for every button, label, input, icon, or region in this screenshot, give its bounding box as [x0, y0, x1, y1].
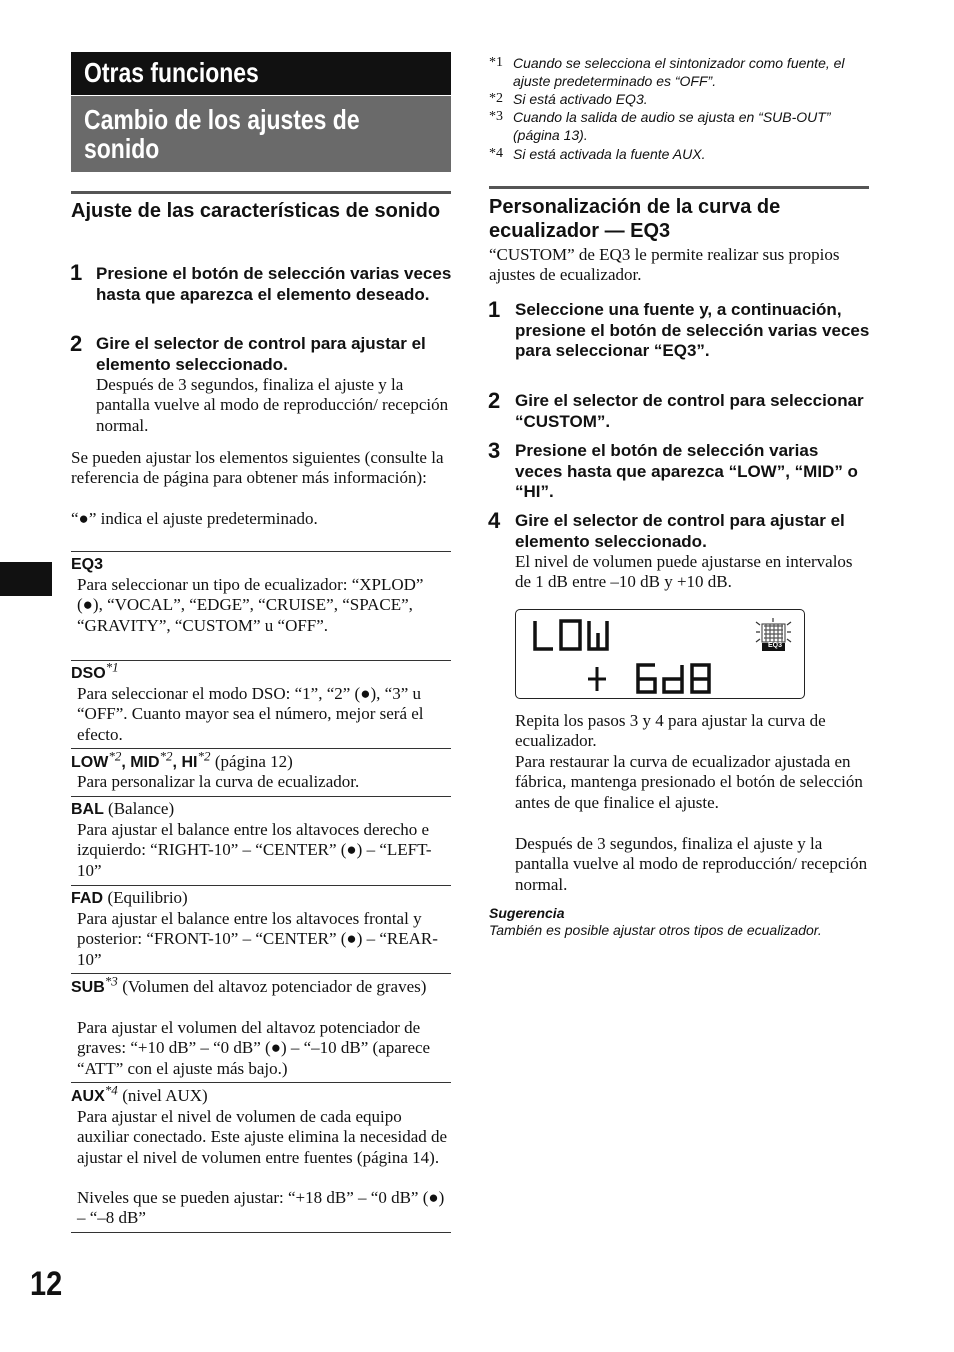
step-number: 2	[488, 388, 501, 413]
table-row-term: BAL (Balance)	[71, 799, 175, 818]
step-text: Presione el botón de selección varias veces hasta que aparezca el elemento deseado.	[96, 264, 452, 304]
left-heading: Ajuste de las características de sonido	[71, 200, 441, 222]
table-row-desc: Para ajustar el balance entre los altavoces derecho e izquierdo: “RIGHT-10” – “CENTER” (●) – “LEFT-10”	[77, 820, 432, 880]
subsection-title: Cambio de los ajustes de sonido	[84, 104, 360, 165]
step-text: Gire el selector de control para ajustar el elemento seleccionado.	[515, 511, 845, 551]
tip-title: Sugerencia	[489, 905, 565, 921]
table-divider	[71, 748, 451, 749]
table-row-desc: Para ajustar el volumen del altavoz potenciador de graves: “+10 dB” – “0 dB” (●) – “–10 dB” (aparece “ATT” con el ajuste más bajo.)	[77, 1018, 431, 1078]
right-heading: Personalización de la curva de ecualizador — EQ3	[489, 196, 781, 242]
table-divider	[71, 885, 451, 886]
step-detail: Después de 3 segundos, finaliza el ajuste y la pantalla vuelve al modo de reproducción/ recepción normal.	[96, 375, 449, 435]
right-intro: “CUSTOM” de EQ3 le permite realizar sus propios ajustes de ecualizador.	[489, 245, 840, 285]
table-row-desc: Para seleccionar el modo DSO: “1”, “2” (●), “3” u “OFF”. Cuanto mayor sea el número, mejor será el efecto.	[77, 684, 424, 744]
table-divider	[71, 1082, 451, 1083]
footnote: *3 Cuando la salida de audio se ajusta en “SUB-OUT” (página 13).	[489, 109, 831, 144]
table-row-desc: Para ajustar el nivel de volumen de cada equipo auxiliar conectado. Este ajuste elimina la necesidad de ajustar el nivel de volumen entre fuentes (página 14).	[77, 1107, 448, 1167]
eq3-badge-label: EQ3	[768, 642, 783, 649]
table-row-term: FAD (Equilibrio)	[71, 888, 188, 907]
after-text: Repita los pasos 3 y 4 para ajustar la curva de ecualizador.	[515, 711, 826, 751]
section-title: Otras funciones	[84, 57, 259, 88]
table-row-term: DSO$^{*1}$	[71, 659, 119, 682]
table-divider	[71, 1232, 451, 1233]
lcd-display	[515, 609, 805, 699]
step-number: 3	[488, 438, 501, 463]
tip-text: También es posible ajustar otros tipos de ecualizador.	[489, 922, 822, 938]
footnote: *4 Si está activada la fuente AUX.	[489, 146, 706, 162]
default-note: “●” indica el ajuste predeterminado.	[71, 509, 318, 528]
section-title-bar	[71, 52, 451, 95]
footnote: *2 Si está activado EQ3.	[489, 91, 648, 107]
table-divider	[71, 973, 451, 974]
chapter-tab-marker	[0, 562, 52, 596]
after-text: Después de 3 segundos, finaliza el ajuste y la pantalla vuelve al modo de reproducción/ recepción normal.	[515, 834, 868, 894]
lcd-segments	[516, 610, 803, 697]
after-text: Para restaurar la curva de ecualizador ajustada en fábrica, mantenga presionado el botón de selección antes de que finalice el ajuste.	[515, 752, 863, 812]
table-divider	[71, 660, 451, 661]
table-row-desc: Para personalizar la curva de ecualizador.	[77, 772, 360, 791]
items-intro: Se pueden ajustar los elementos siguientes (consulte la referencia de página para obtener más información):	[71, 448, 444, 488]
subsection-title-bar	[71, 96, 451, 172]
footnote: *1 Cuando se selecciona el sintonizador como fuente, el ajuste predeterminado es “OFF”.	[489, 55, 845, 90]
table-divider	[71, 796, 451, 797]
table-row-term: SUB$^{*3}$ (Volumen del altavoz potenciador de graves)	[71, 973, 427, 996]
step-number: 1	[70, 260, 83, 285]
step-text: Gire el selector de control para seleccionar “CUSTOM”.	[515, 391, 864, 431]
table-row-term: AUX$^{*4}$ (nivel AUX)	[71, 1082, 208, 1105]
step-text: Presione el botón de selección varias veces hasta que aparezca “LOW”, “MID” o “HI”.	[515, 441, 858, 502]
table-row-desc: Para ajustar el balance entre los altavoces frontal y posterior: “FRONT-10” – “CENTER” (●) – “REAR-10”	[77, 909, 438, 969]
page-number: 12	[30, 1265, 63, 1303]
table-row-term: LOW$^{*2}$, MID$^{*2}$, HI$^{*2}$ (página 12)	[71, 748, 293, 771]
step-detail: El nivel de volumen puede ajustarse en intervalos de 1 dB entre –10 dB y +10 dB.	[515, 552, 853, 592]
table-row-term: EQ3	[71, 556, 104, 573]
table-row-desc: Para seleccionar un tipo de ecualizador: “XPLOD” (●), “VOCAL”, “EDGE”, “CRUISE”, “SPACE”, “GRAVITY”, “CUSTOM” u “OFF”.	[77, 575, 424, 635]
heading-rule	[71, 191, 451, 194]
table-divider	[71, 551, 451, 552]
step-text: Gire el selector de control para ajustar el elemento seleccionado.	[96, 334, 426, 374]
step-number: 1	[488, 297, 501, 322]
table-row-desc: Niveles que se pueden ajustar: “+18 dB” – “0 dB” (●) – “–8 dB”	[77, 1188, 445, 1228]
heading-rule	[489, 186, 869, 189]
step-text: Seleccione una fuente y, a continuación, presione el botón de selección varias veces para seleccionar “EQ3”.	[515, 300, 870, 361]
step-number: 2	[70, 331, 83, 356]
step-number: 4	[488, 508, 501, 533]
